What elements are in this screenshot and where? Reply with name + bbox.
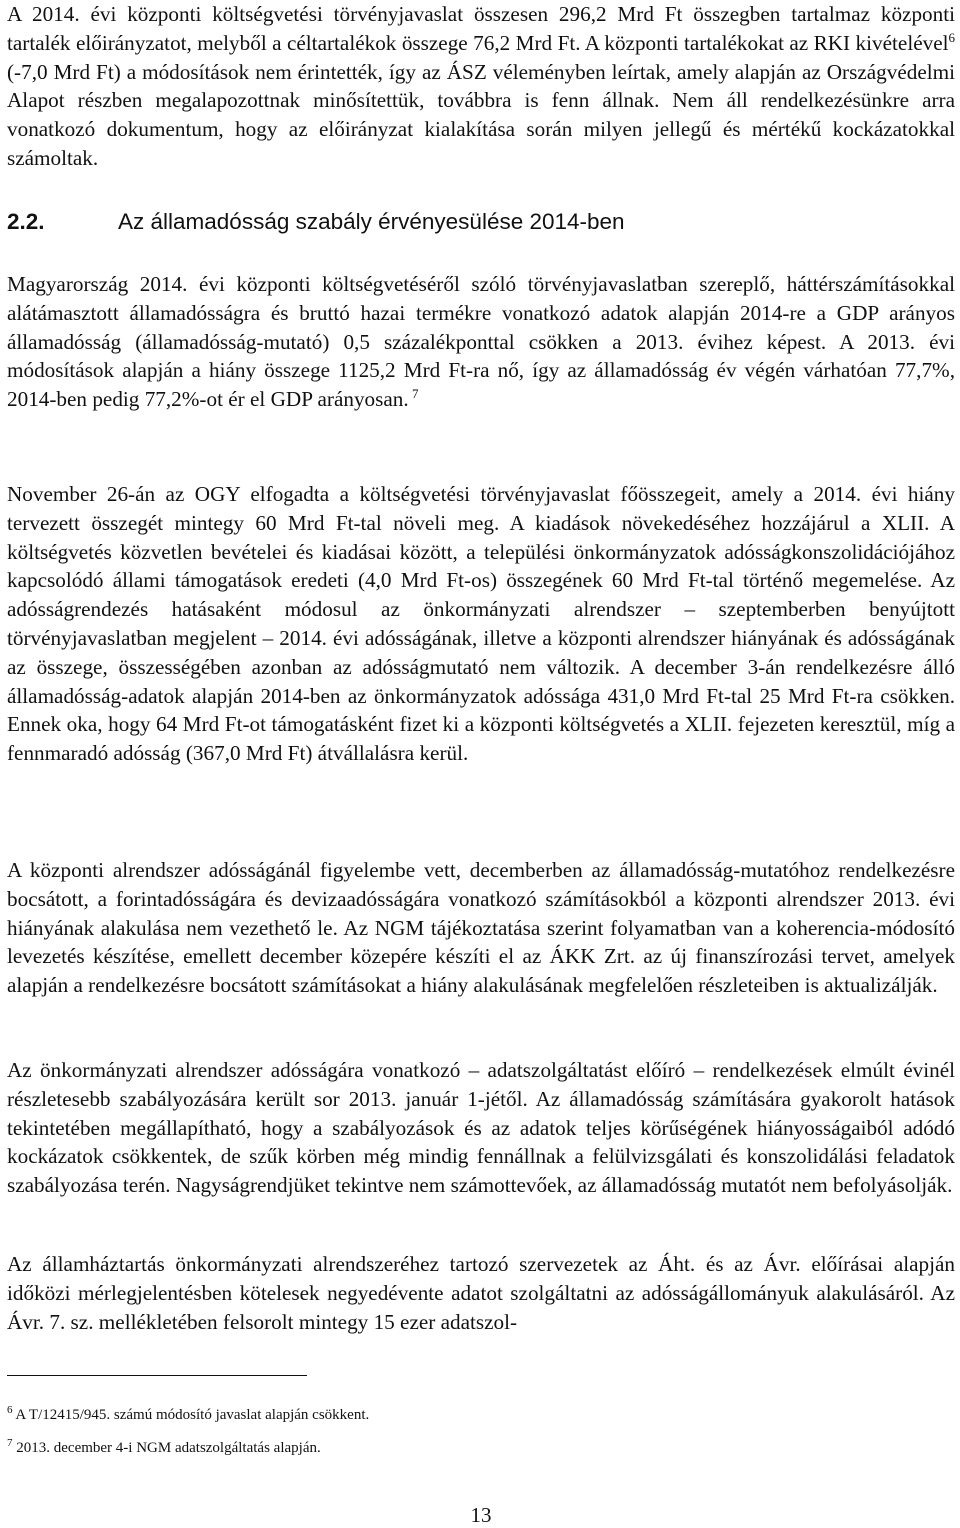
footnote-6-text: A T/12415/945. számú módosító javaslat alapján csökkent. (12, 1407, 370, 1423)
section-number: 2.2. (7, 209, 45, 234)
footnote-6 (7, 1405, 369, 1425)
paragraph-reserves-part2: (-7,0 Mrd Ft) a módosítások nem érintették, így az ÁSZ véleményben leírtak, amely alapján az Országvédelmi Alapot részben megalapozottnak minősítettük, továbbra is fenn állnak. Nem áll rendelkezésünkre arra vonatkozó dokumentum, hogy az előirányzat kialakítása során milyen jellegű és mértékű kockázatokkal számoltak. (7, 59, 955, 170)
page-number: 13 (470, 1503, 492, 1527)
section-heading (7, 208, 625, 236)
paragraph-reserves-part1: A 2014. évi központi költségvetési törvényjavaslat összesen 296,2 Mrd Ft összegben tartalmaz központi tartalék előirányzatot, melyből a céltartalékok összege 76,2 Mrd Ft. A központi tartalékokat az RKI kivételével (7, 2, 955, 55)
footnote-7-mark: 7 (7, 1437, 13, 1449)
paragraph-reporting: Az államháztartás önkormányzati alrendszeréhez tartozó szervezetek az Áht. és az Ávr. előírásai alapján időközi mérlegjelentésben kötelesek negyedévente adatot szolgáltatni az adósságállományuk alakulásáról. Az Ávr. 7. sz. mellékletében felsorolt mintegy 15 ezer adatszol- (7, 1252, 955, 1334)
paragraph-central-subsystem: A központi alrendszer adósságánál figyelembe vett, decemberben az államadósság-mutatóhoz rendelkezésre bocsátott, a forintadósságára és devizaadósságára vonatkozó számításokból a központi alrendszer 2013. évi hiányának alakulása nem vezethető le. Az NGM tájékoztatása szerint folyamatban van a koherencia-módosító levezetés készítése, emellett december közepére készíti el az ÁKK Zrt. az új finanszírozási tervet, amelyek alapján a rendelkezésre bocsátott számításokat a hiány alakulásának megfelelően részleteiben is aktualizálják. (7, 858, 955, 998)
footnote-ref-7[interactable]: 7 (408, 386, 419, 402)
paragraph-local-government: Az önkormányzati alrendszer adósságára vonatkozó – adatszolgáltatást előíró – rendelkezések elmúlt évinél részletesebb szabályozására került sor 2013. január 1-jétől. Az államadósság számítására gyakorolt hatások tekintetében megállapítható, hogy a szabályozások és az adatok teljes körűségének hiányosságaiból adódó kockázatok csökkentek, de szűk körben még mindig fennállnak a felülvizsgálati és konszolidálási feladatok szabályozása terén. Nagyságrendjüket tekintve nem számottevőek, az államadósság mutatót nem befolyásolják. (7, 1058, 955, 1198)
footnote-7-text: 2013. december 4-i NGM adatszolgáltatás alapján. (12, 1440, 321, 1456)
paragraph-november-vote: November 26-án az OGY elfogadta a költségvetési törvényjavaslat főösszegeit, amely a 2014. évi hiány tervezett összegét mintegy 60 Mrd Ft-tal növeli meg. A kiadások növekedéséhez hozzájárul a XLII. A költségvetés közvetlen bevételei és kiadásai között, a települési önkormányzatok adósságkonszolidációjához kapcsolódó állami támogatások eredeti (4,0 Mrd Ft-os) összegének 60 Mrd Ft-tal történő megemelése. Az adósságrendezés hatásaként módosul az önkormányzati alrendszer – szeptemberben benyújtott törvényjavaslatban megjelent – 2014. évi adósságának, illetve a központi alrendszer hiányának és adósságának az összege, összességében azonban az adósságmutató nem változik. A december 3-án rendelkezésre álló államadósság-adatok alapján 2014-ben az önkormányzatok adóssága 431,0 Mrd Ft-tal 25 Mrd Ft-ra csökken. Ennek oka, hogy 64 Mrd Ft-ot támogatásként fizet ki a központi költségvetés a XLII. fejezeten keresztül, míg a fennmaradó adósság (367,0 Mrd Ft) átvállalásra kerül. (7, 482, 955, 766)
section-title: Az államadósság szabály érvényesülése 2014-ben (118, 209, 625, 234)
paragraph-debt-ratio-text: Magyarország 2014. évi központi költségvetéséről szóló törvényjavaslatban szereplő, háttérszámításokkal alátámasztott államadósságra és bruttó hazai termékre vonatkozó adatok alapján 2014-re a GDP arányos államadósság (államadósság-mutató) 0,5 százalékponttal csökken a 2013. évihez képest. A 2013. évi módosítások alapján a hiány összege 1125,2 Mrd Ft-ra nő, így az államadósság év végén várhatóan 77,7%, 2014-ben pedig 77,2%-ot ér el GDP arányosan. (7, 272, 955, 412)
paragraph-debt-ratio (7, 270, 955, 414)
paragraph-reserves (7, 0, 955, 173)
footnote-ref-6[interactable]: 6 (948, 29, 955, 45)
footnote-divider (7, 1375, 307, 1376)
footnote-6-mark: 6 (7, 1404, 13, 1416)
footnote-7 (7, 1438, 321, 1458)
